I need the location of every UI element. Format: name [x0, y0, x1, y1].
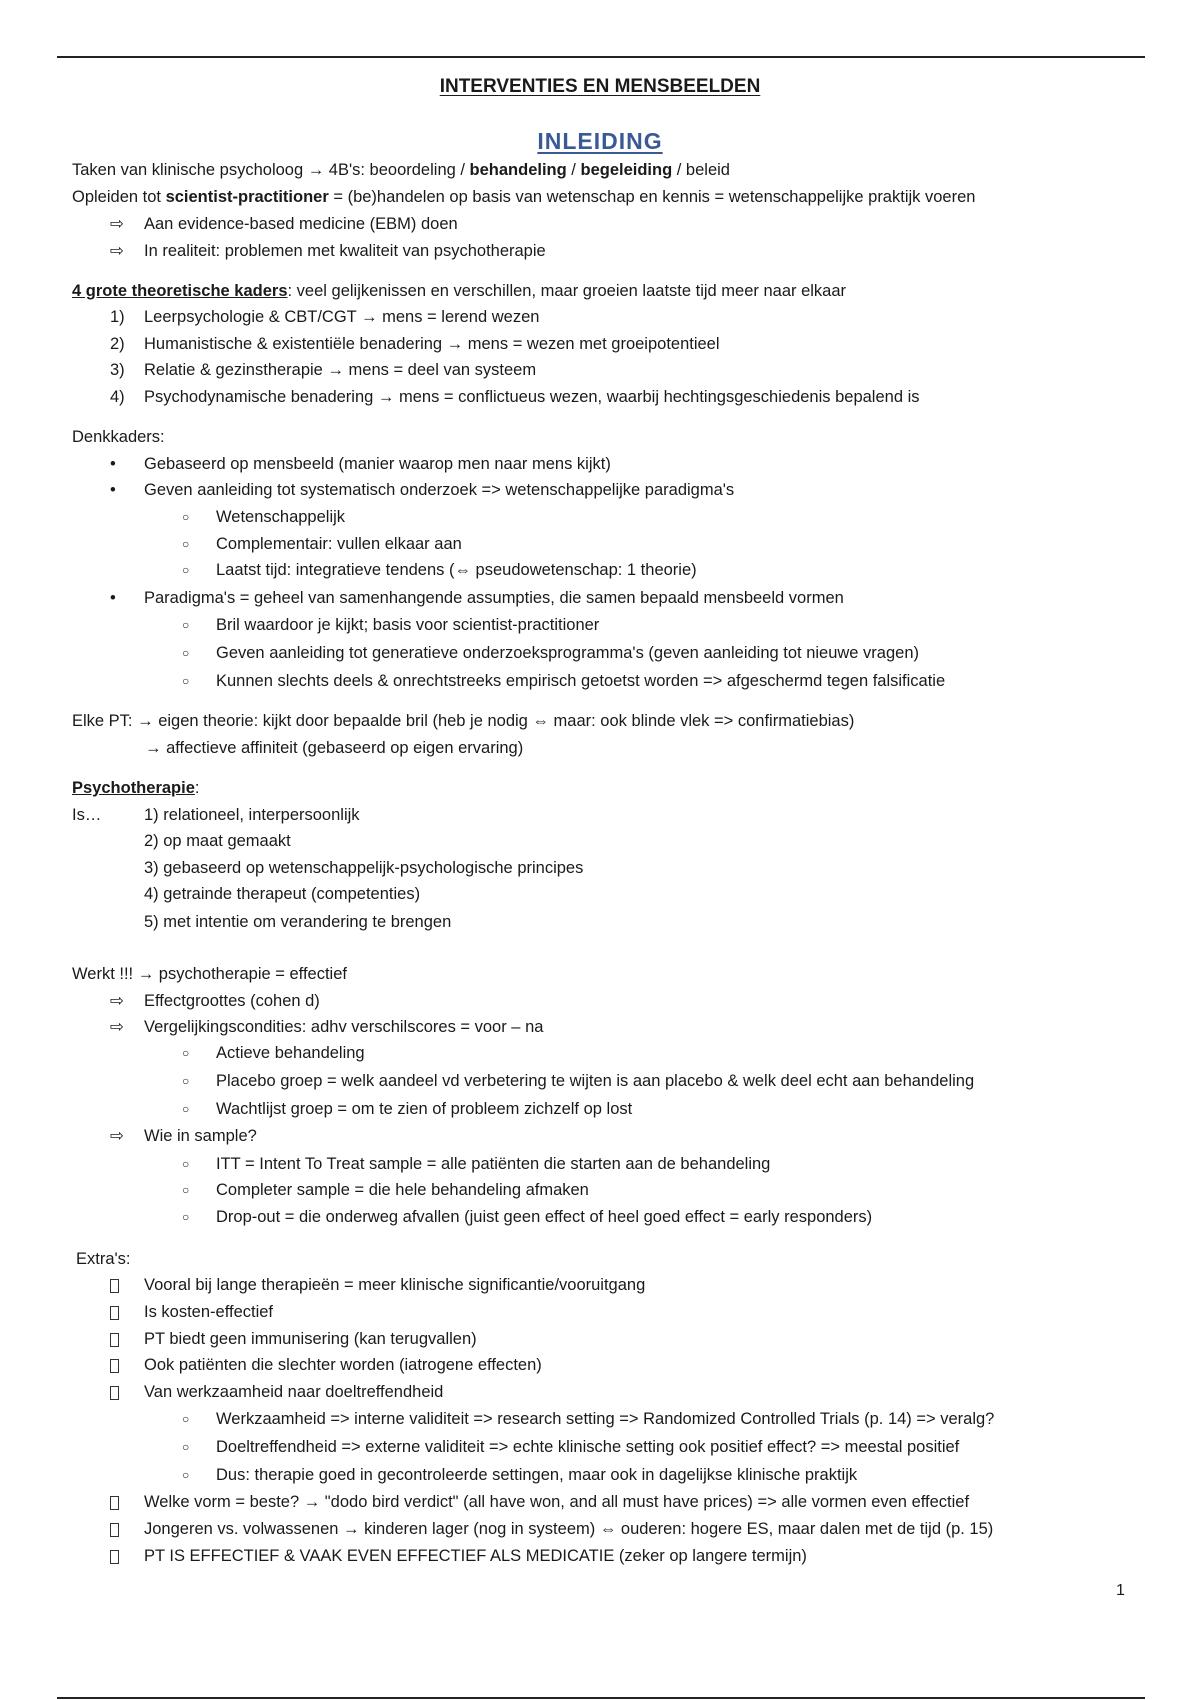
list-item: ○ Laatst tijd: integratieve tendens (⇔ pseudowetenschap: 1 theorie)	[182, 561, 697, 579]
is-label: Is…	[72, 806, 102, 824]
circle-bullet-icon: ○	[182, 1157, 190, 1171]
denkkaders-heading: Denkkaders:	[72, 428, 165, 446]
list-item: ○ Wachtlijst groep = om te zien of probleem zichzelf op lost	[182, 1100, 633, 1118]
elke-pt-line: Elke PT: → eigen theorie: kijkt door bepaalde bril (heb je nodig ⇔ maar: ook blinde vlek => confirmatiebias)	[72, 712, 855, 730]
list-item: ○ Wetenschappelijk	[182, 508, 346, 526]
list-item: Vooral bij lange therapieën = meer klinische significantie/vooruitgang	[144, 1274, 645, 1296]
list-item: Jongeren vs. volwassenen → kinderen lager (nog in systeem) ⇔ ouderen: hogere ES, maar dalen met de tijd (p. 15)	[144, 1518, 993, 1540]
bullet-icon: •	[110, 589, 116, 607]
box-bullet-icon	[110, 1328, 140, 1350]
circle-bullet-icon: ○	[182, 646, 190, 660]
intro-line-scientist: Opleiden tot scientist-practitioner = (be)handelen op basis van wetenschap en kennis = wetenschappelijke praktijk voeren	[72, 188, 976, 206]
list-item: Ook patiënten die slechter worden (iatrogene effecten)	[144, 1354, 542, 1376]
document-title: INTERVENTIES EN MENSBEELDEN	[439, 76, 761, 97]
bottom-rule	[57, 1697, 1145, 1699]
list-item: 2) op maat gemaakt	[144, 832, 291, 850]
list-item: ○ Actieve behandeling	[182, 1044, 365, 1062]
list-item: ⇨ Vergelijkingscondities: adhv verschilscores = voor – na	[110, 1018, 544, 1036]
circle-bullet-icon: ○	[182, 618, 190, 632]
list-item: • Paradigma's = geheel van samenhangende assumpties, die samen bepaald mensbeeld vormen	[110, 589, 844, 607]
list-item: Van werkzaamheid naar doeltreffendheid	[144, 1381, 443, 1403]
page-number: 1	[1116, 1582, 1125, 1599]
list-item: ○ Doeltreffendheid => externe validiteit => echte klinische setting ook positief effect? => meestal positief	[182, 1438, 960, 1456]
list-item: • Geven aanleiding tot systematisch onderzoek => wetenschappelijke paradigma's	[110, 481, 735, 499]
list-item: ○ Completer sample = die hele behandeling afmaken	[182, 1181, 589, 1199]
arrow-bullet-icon: ⇨	[110, 242, 124, 260]
list-item: 2) Humanistische & existentiële benadering → mens = wezen met groeipotentieel	[110, 335, 720, 353]
arrow-bullet-icon: ⇨	[110, 992, 124, 1010]
list-item: 4) getrainde therapeut (competenties)	[144, 885, 421, 903]
list-item: 5) met intentie om verandering te brengen	[144, 913, 452, 931]
list-item: PT biedt geen immunisering (kan terugvallen)	[144, 1328, 477, 1350]
box-bullet-icon	[110, 1274, 140, 1296]
arrow-bullet-icon: ⇨	[110, 1018, 124, 1036]
circle-bullet-icon: ○	[182, 1412, 190, 1426]
list-item: ⇨ Aan evidence-based medicine (EBM) doen	[110, 215, 458, 233]
box-bullet-icon	[110, 1354, 140, 1376]
list-item: Welke vorm = beste? → "dodo bird verdict" (all have won, and all must have prices) => alle vormen even effectief	[144, 1491, 969, 1513]
box-bullet-icon	[110, 1381, 140, 1403]
bullet-icon: •	[110, 455, 116, 473]
list-item: ○ ITT = Intent To Treat sample = alle patiënten die starten aan de behandeling	[182, 1155, 771, 1173]
section-title: INLEIDING	[537, 128, 663, 154]
list-item: ○ Placebo groep = welk aandeel vd verbetering te wijten is aan placebo & welk deel echt aan behandeling	[182, 1072, 975, 1090]
list-item: ⇨ Effectgroottes (cohen d)	[110, 992, 320, 1010]
box-bullet-icon	[110, 1518, 140, 1540]
extras-heading: Extra's:	[76, 1250, 131, 1268]
circle-bullet-icon: ○	[182, 537, 190, 551]
elke-pt-line: → affectieve affiniteit (gebaseerd op eigen ervaring)	[145, 739, 524, 757]
top-rule	[57, 56, 1145, 58]
list-item: 3) gebaseerd op wetenschappelijk-psychologische principes	[144, 859, 584, 877]
bullet-icon: •	[110, 481, 116, 499]
list-item: 3) Relatie & gezinstherapie → mens = deel van systeem	[110, 361, 537, 379]
list-item: ○ Drop-out = die onderweg afvallen (juist geen effect of heel goed effect = early responders)	[182, 1208, 873, 1226]
box-bullet-icon	[110, 1491, 140, 1513]
list-item: ○ Geven aanleiding tot generatieve onderzoeksprogramma's (geven aanleiding tot nieuwe vragen)	[182, 644, 920, 662]
list-item: 4) Psychodynamische benadering → mens = conflictueus wezen, waarbij hechtingsgeschiedenis bepalend is	[110, 388, 920, 406]
arrow-bullet-icon: ⇨	[110, 215, 124, 233]
circle-bullet-icon: ○	[182, 1183, 190, 1197]
box-bullet-icon	[110, 1545, 140, 1567]
kaders-heading: 4 grote theoretische kaders: veel gelijkenissen en verschillen, maar groeien laatste tijd meer naar elkaar	[72, 282, 847, 300]
box-bullet-icon	[110, 1301, 140, 1323]
arrow-bullet-icon: ⇨	[110, 1127, 124, 1145]
list-item: ⇨ In realiteit: problemen met kwaliteit van psychotherapie	[110, 242, 546, 260]
list-item: ○ Complementair: vullen elkaar aan	[182, 535, 462, 553]
list-item: ○ Bril waardoor je kijkt; basis voor scientist-practitioner	[182, 616, 600, 634]
circle-bullet-icon: ○	[182, 1468, 190, 1482]
list-item: 1) relationeel, interpersoonlijk	[144, 806, 360, 824]
circle-bullet-icon: ○	[182, 563, 190, 577]
list-item: 1) Leerpsychologie & CBT/CGT → mens = lerend wezen	[110, 308, 540, 326]
circle-bullet-icon: ○	[182, 510, 190, 524]
intro-line-tasks: Taken van klinische psycholoog → 4B's: beoordeling / behandeling / begeleiding / beleid	[72, 161, 730, 179]
circle-bullet-icon: ○	[182, 1440, 190, 1454]
circle-bullet-icon: ○	[182, 674, 190, 688]
list-item: Is kosten-effectief	[144, 1301, 273, 1323]
psychotherapie-heading: Psychotherapie:	[72, 779, 200, 797]
list-item: • Gebaseerd op mensbeeld (manier waarop men naar mens kijkt)	[110, 455, 611, 473]
list-item: ○ Dus: therapie goed in gecontroleerde settingen, maar ook in dagelijkse klinische praktijk	[182, 1466, 858, 1484]
circle-bullet-icon: ○	[182, 1210, 190, 1224]
list-item: ○ Werkzaamheid => interne validiteit => research setting => Randomized Controlled Trials (p. 14) => veralg?	[182, 1410, 995, 1428]
werkt-heading: Werkt !!! → psychotherapie = effectief	[72, 965, 347, 983]
circle-bullet-icon: ○	[182, 1074, 190, 1088]
list-item: ○ Kunnen slechts deels & onrechtstreeks empirisch getoetst worden => afgeschermd tegen falsificatie	[182, 672, 946, 690]
list-item: ⇨ Wie in sample?	[110, 1127, 257, 1145]
circle-bullet-icon: ○	[182, 1046, 190, 1060]
list-item: PT IS EFFECTIEF & VAAK EVEN EFFECTIEF ALS MEDICATIE (zeker op langere termijn)	[144, 1545, 807, 1567]
circle-bullet-icon: ○	[182, 1102, 190, 1116]
